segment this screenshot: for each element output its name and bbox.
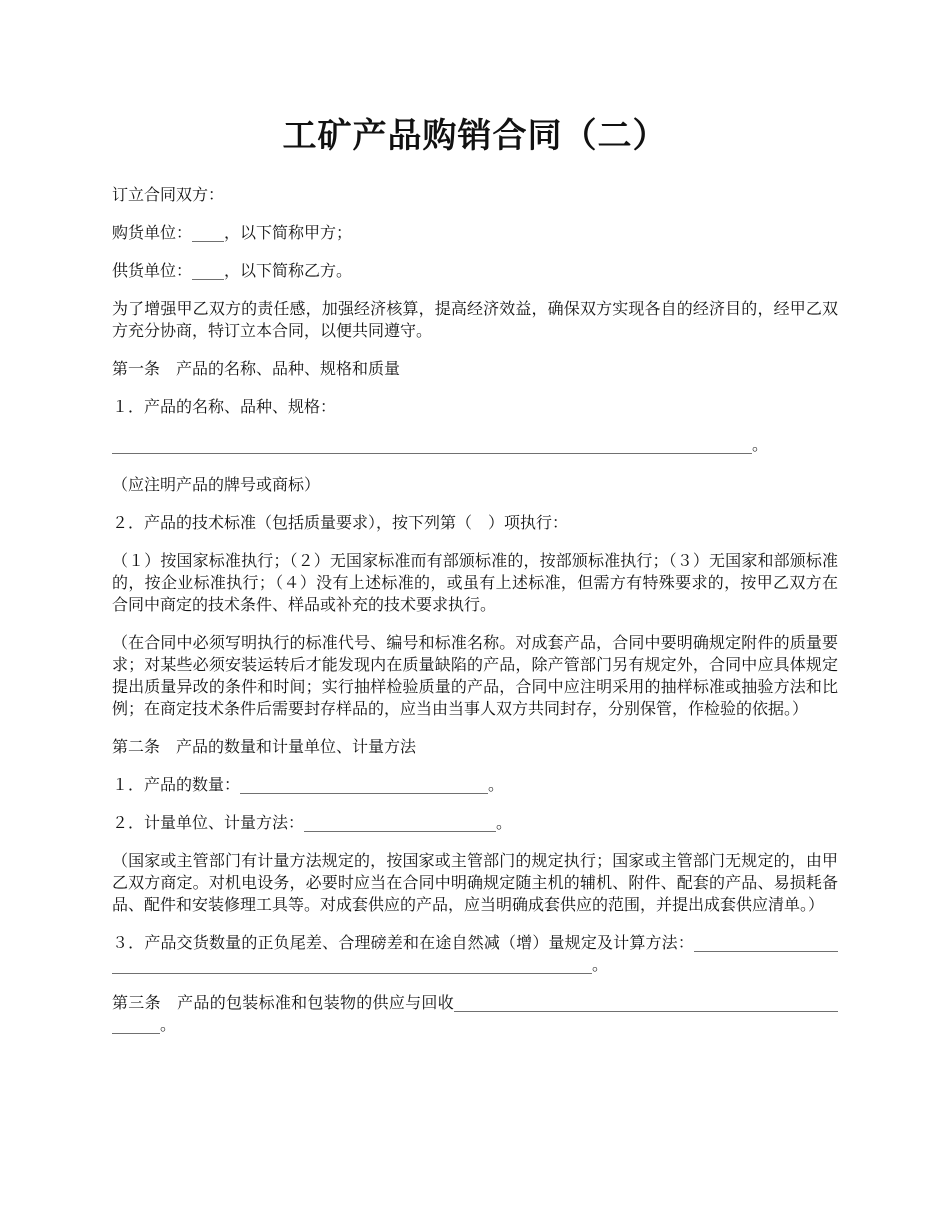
article-1-note: （应注明产品的牌号或商标）	[112, 475, 321, 494]
contract-parties-heading: 订立合同双方：	[112, 185, 225, 204]
article-1-item-1: １．产品的名称、品种、规格：	[112, 397, 337, 416]
article-1-heading: 第一条 产品的名称、品种、规格和质量	[112, 359, 401, 378]
preamble: 为了增强甲乙双方的责任感，加强经济核算，提高经济效益，确保双方实现各自的经济目的，经甲乙双方充分协商，特订立本合同，以便共同遵守。	[112, 299, 838, 340]
document-title: 工矿产品购销合同（二）	[282, 116, 668, 156]
article-2-item-2: ２．计量单位、计量方法：________________________。	[112, 813, 513, 832]
article-1-standards: （１）按国家标准执行；（２）无国家标准而有部颁标准的，按部颁标准执行；（３）无国家和部颁标准的，按企业标准执行；（４）没有上述标准的，或虽有上述标准，但需方有特殊要求的，按甲乙双方在合同中商定的技术条件、样品或补充的技术要求执行。	[112, 551, 838, 614]
article-2-item-3: ３．产品交货数量的正负尾差、合理磅差和在途自然减（增）量规定及计算方法：______________________________________________________________________________。	[112, 933, 838, 974]
article-2-item-1: １．产品的数量：_______________________________。	[112, 775, 505, 794]
buyer-line: 购货单位：____，以下简称甲方；	[112, 223, 353, 242]
article-2-heading: 第二条 产品的数量和计量单位、计量方法	[112, 737, 417, 756]
article-1-item-2: ２．产品的技术标准（包括质量要求），按下列第（ ）项执行：	[112, 513, 569, 532]
article-1-blank-line: ________________________________________________________________________________。	[112, 435, 768, 454]
seller-line: 供货单位：____，以下简称乙方。	[112, 261, 353, 280]
article-2-note: （国家或主管部门有计量方法规定的，按国家或主管部门的规定执行；国家或主管部门无规定的，由甲乙双方商定。对机电设务，必要时应当在合同中明确规定随主机的辅机、附件、配套的产品、易损耗备品、配件和安装修理工具等。对成套供应的产品，应当明确成套供应的范围，并提出成套供应清单。）	[112, 851, 838, 914]
article-1-standards-note: （在合同中必须写明执行的标准代号、编号和标准名称。对成套产品，合同中要明确规定附件的质量要求；对某些必须安装运转后才能发现内在质量缺陷的产品，除产管部门另有规定外，合同中应具体规定提出质量异改的条件和时间；实行抽样检验质量的产品，合同中应注明采用的抽样标准或抽验方法和比例；在商定技术条件后需要封存样品的，应当由当事人双方共同封存，分别保管，作检验的依据。）	[112, 633, 838, 718]
article-3-heading: 第三条 产品的包装标准和包装物的供应与回收______________________________________________________。	[112, 993, 838, 1034]
